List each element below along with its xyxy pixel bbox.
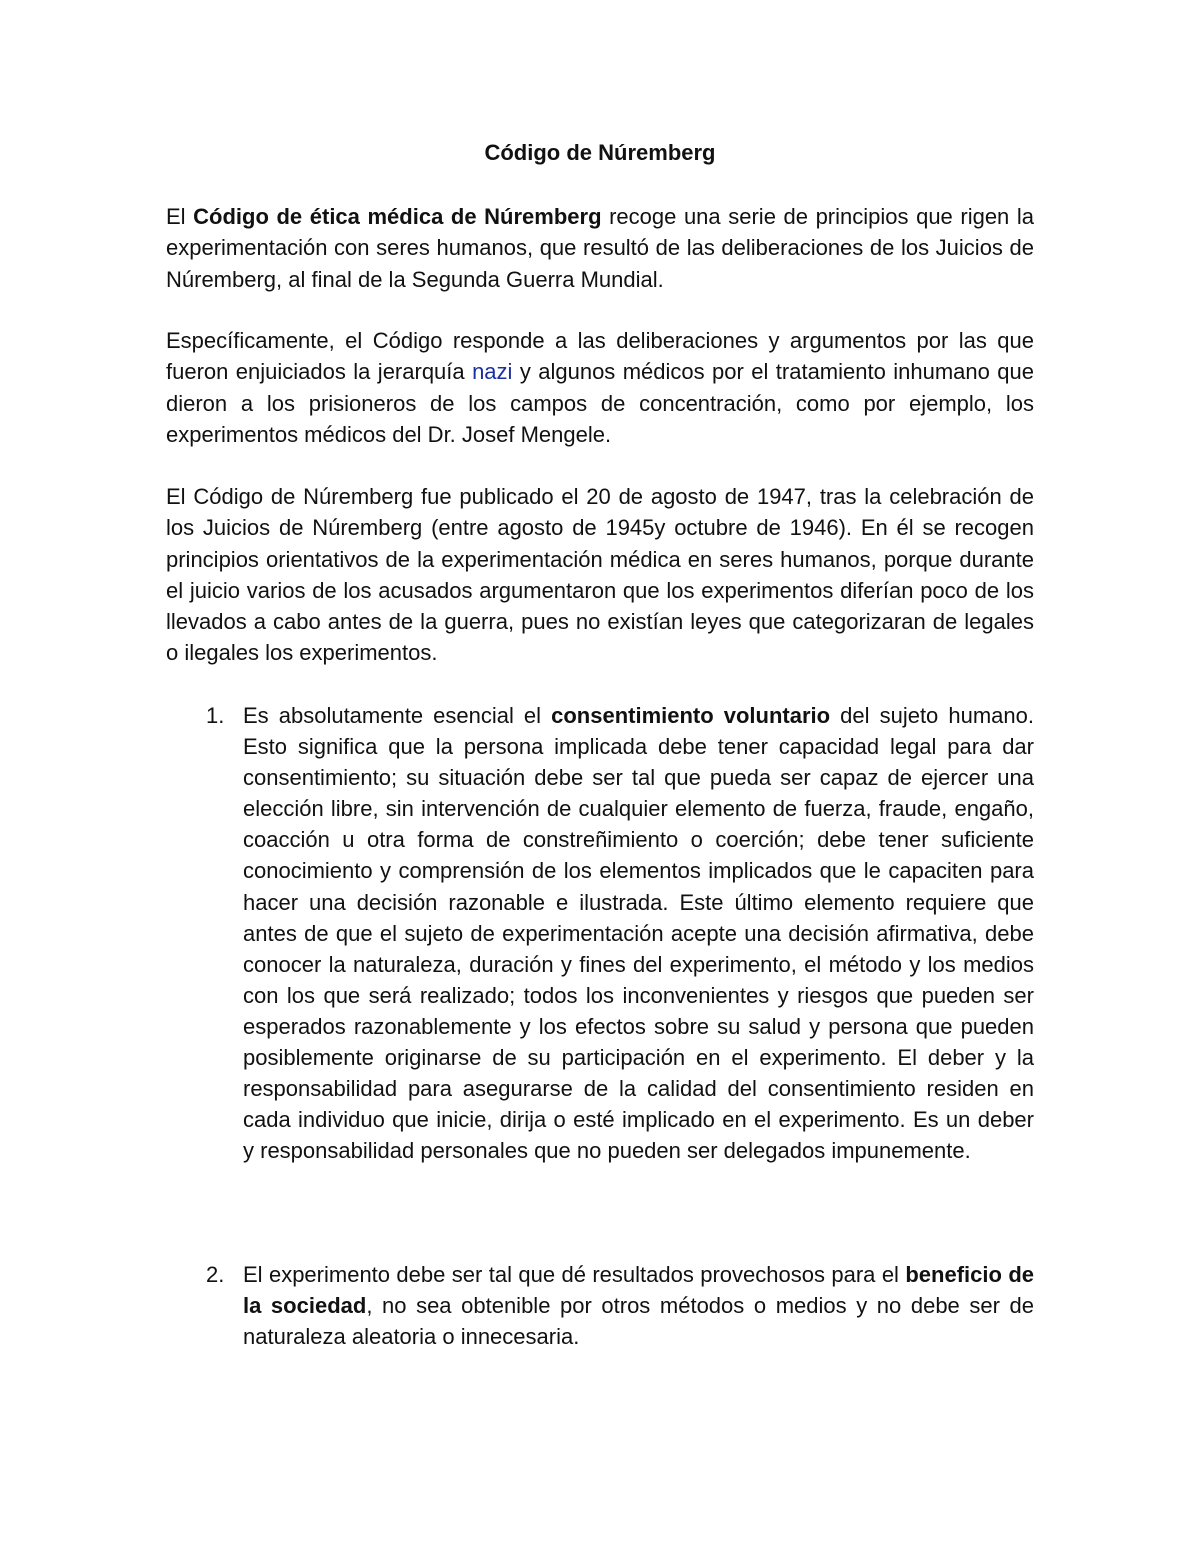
publication-paragraph: El Código de Núremberg fue publicado el 20 de agosto de 1947, tras la celebración de los Juicios de Núremberg (entre agosto de 1945y octubre de 1946). En él se recogen principios orientativos de la experimentación médica en seres humanos, porque durante el juicio varios de los acusados argumentaron que los experimentos diferían poco de los llevados a cabo antes de la guerra, pues no existían leyes que categorizaran de legales o ilegales los experimentos. (166, 484, 1034, 666)
nazi-link[interactable]: nazi (472, 359, 513, 385)
list-item-pre: El experimento debe ser tal que dé resultados provechosos para el (243, 1262, 906, 1287)
list-item-number: 1. (206, 703, 225, 728)
intro-paragraph (166, 201, 1034, 295)
list-item (206, 700, 1034, 1166)
list-item-post: del sujeto humano. Esto significa que la persona implicada debe tener capacidad legal para dar consentimiento; su situación debe ser tal que pueda ser capaz de ejercer una elección libre, sin intervención de cualquier elemento de fuerza, fraude, engaño, coacción u otra forma de constreñimiento o coerción; debe tener suficiente conocimiento y comprensión de los elementos implicados que le capaciten para hacer una decisión razonable e ilustrada. Este último elemento requiere que antes de que el sujeto de experimentación acepte una decisión afirmativa, debe conocer la naturaleza, duración y fines del experimento, el método y los medios con los que será realizado; todos los inconvenientes y riesgos que pueden ser esperados razonablemente y los efectos sobre su salud y persona que pueden posiblemente originarse de su participación en el experimento. El deber y la responsabilidad para asegurarse de la calidad del consentimiento residen en cada individuo que inicie, dirija o esté implicado en el experimento. Es un deber y responsabilidad personales que no pueden ser delegados impunemente. (243, 703, 1034, 1164)
intro-pre: El (166, 204, 194, 229)
list-item (206, 1259, 1034, 1352)
context-post: y algunos médicos por el tratamiento inhumano que dieron a los prisioneros de los campos de concentración, como por ejemplo, los experimentos médicos del Dr. Josef Mengele. (166, 359, 1034, 447)
document-title: Código de Núremberg (484, 140, 716, 165)
intro-bold-term: Código de ética médica de Núremberg (193, 204, 602, 229)
list-item-number: 2. (206, 1262, 225, 1287)
context-pre: Específicamente, el Código responde a las deliberaciones y argumentos por las que fueron enjuiciados la jerarquía (166, 328, 1034, 385)
list-item-pre: Es absolutamente esencial el (243, 703, 552, 728)
list-item-bold-term: consentimiento voluntario (551, 703, 831, 728)
context-paragraph (166, 325, 1034, 450)
list-item-post: , no sea obtenible por otros métodos o medios y no debe ser de naturaleza aleatoria o innecesaria. (243, 1293, 1034, 1350)
intro-post: recoge una serie de principios que rigen la experimentación con seres humanos, que resultó de las deliberaciones de los Juicios de Núremberg, al final de la Segunda Guerra Mundial. (166, 204, 1034, 292)
list-item-bold-term: beneficio de la sociedad (243, 1262, 1034, 1319)
